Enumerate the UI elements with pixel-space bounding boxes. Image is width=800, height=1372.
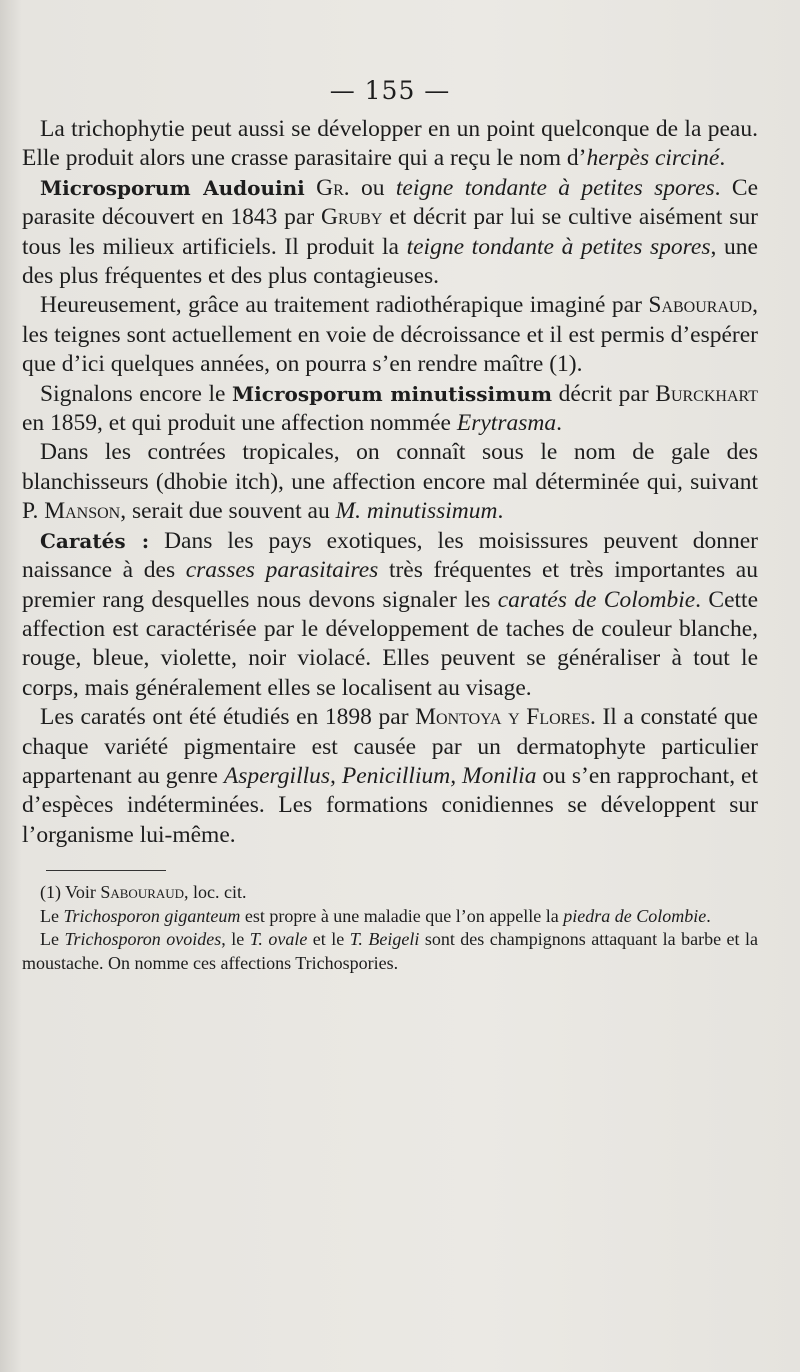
person-name: Burckhart <box>655 380 758 407</box>
text: en 1859, et qui produit une affection nommée <box>22 410 457 437</box>
text: , serait due souvent au <box>120 498 336 525</box>
text: . Cette affection est caractérisée par le développement de taches de couleur blanche, rouge, bleue, violette, noir violacé. Elles peuvent se généraliser à tout le corps, mais généralement elles se localisent au visage. <box>22 586 758 701</box>
body-text <box>22 115 758 850</box>
text: Heureusement, grâce au traitement radiothérapique imaginé par <box>40 292 649 319</box>
species-name: Microsporum minutissimum <box>232 381 552 406</box>
term: crasses parasitaires <box>185 557 379 584</box>
person-name: Sabouraud <box>100 882 185 903</box>
paragraph-microsporum-minutissimum <box>22 380 758 439</box>
text: La trichophytie peut aussi se développer en un point quelconque de la peau. Elle produit alors une crasse parasitaire qui a reçu le nom d’ <box>22 116 758 172</box>
text: . <box>706 905 711 926</box>
text: , le <box>221 929 250 950</box>
footnote-3 <box>22 928 758 975</box>
text: Le <box>40 905 64 926</box>
text: ou <box>349 174 396 201</box>
text: , les teignes sont actuellement en voie de décroissance et il est permis d’espérer que d’ici quelques années, on pourra s’en rendre maître (1). <box>22 292 758 378</box>
person-name: Montoya y Flores <box>415 704 590 731</box>
page-number: — 155 — <box>329 76 451 105</box>
species-name: Microsporum Audouini <box>40 175 305 200</box>
text: et décrit par lui se cultive aisément sur tous les milieux artificiels. Il produit la <box>22 204 758 260</box>
term: M. minutissimum <box>335 498 498 525</box>
paragraph-carates <box>22 527 758 703</box>
paragraph-montoya <box>22 703 758 850</box>
text: . Ce parasite découvert en 1843 par <box>22 174 759 231</box>
footnote-divider <box>46 870 166 871</box>
text: . Il a constaté que chaque variété pigmentaire est causée par un dermatophyte particulier appartenant au genre <box>22 704 758 789</box>
term: Erytrasma <box>456 410 557 437</box>
footnote-mark: (1) <box>40 882 61 903</box>
text: . <box>719 145 726 172</box>
term: T. ovale <box>249 929 308 950</box>
paragraph-microsporum-audouini <box>22 174 758 292</box>
term: teigne tondante à petites spores <box>395 174 715 201</box>
text: Dans les contrées tropicales, on connaît sous le nom de gale des blanchisseurs (dhobie itch), une affection encore mal déterminée qui, suivant P. <box>22 439 758 525</box>
person-name: Gruby <box>320 204 383 231</box>
term: piedra de Colombie <box>563 905 707 926</box>
footnotes <box>22 881 758 975</box>
text: ou s’en rapprochant, et d’espèces indéterminées. Les formations conidiennes se développent sur l’organisme lui-même. <box>22 762 758 848</box>
text: . <box>556 410 562 437</box>
text: . <box>497 498 504 525</box>
text: Les caratés ont été étudiés en 1898 par <box>40 704 416 731</box>
paragraph-radiotherapie <box>22 291 758 379</box>
text: décrit par <box>552 380 656 407</box>
term: T. Beigeli <box>349 929 420 950</box>
text: Signalons encore le <box>40 380 233 407</box>
term: Trichosporon giganteum <box>63 905 241 926</box>
text: et le <box>307 929 350 950</box>
text: est propre à une maladie que l’on appelle la <box>240 905 564 926</box>
footnote-2 <box>22 905 758 929</box>
text: Dans les pays exotiques, les moisissures peuvent donner naissance à des <box>22 527 758 584</box>
text: très fréquentes et très importantes au premier rang desquelles nous devons signaler les <box>22 557 758 613</box>
person-name: Sabouraud <box>648 292 753 319</box>
term: Trichosporon ovoides <box>64 929 222 950</box>
term: caratés de Colombie <box>497 586 696 613</box>
text: sont des champignons attaquant la barbe et la moustache. On nomme ces affections Trichospories. <box>22 929 758 973</box>
paragraph-trichophytie <box>22 115 758 174</box>
paragraph-contrees-tropicales <box>22 438 758 526</box>
term-herpes-circine: herpès circiné <box>586 145 720 172</box>
term: Aspergillus, Penicillium, Monilia <box>223 762 537 789</box>
text: Le <box>40 929 65 950</box>
term: teigne tondante à petites spores <box>406 233 711 260</box>
text: , loc. cit. <box>184 882 247 903</box>
person-name: Manson <box>44 498 121 525</box>
author-abbrev: Gr. <box>316 174 350 201</box>
text: Voir <box>61 882 101 903</box>
section-heading: Caratés : <box>40 528 150 553</box>
text: , une des plus fréquentes et des plus contagieuses. <box>22 233 758 290</box>
footnote-1 <box>22 881 758 905</box>
